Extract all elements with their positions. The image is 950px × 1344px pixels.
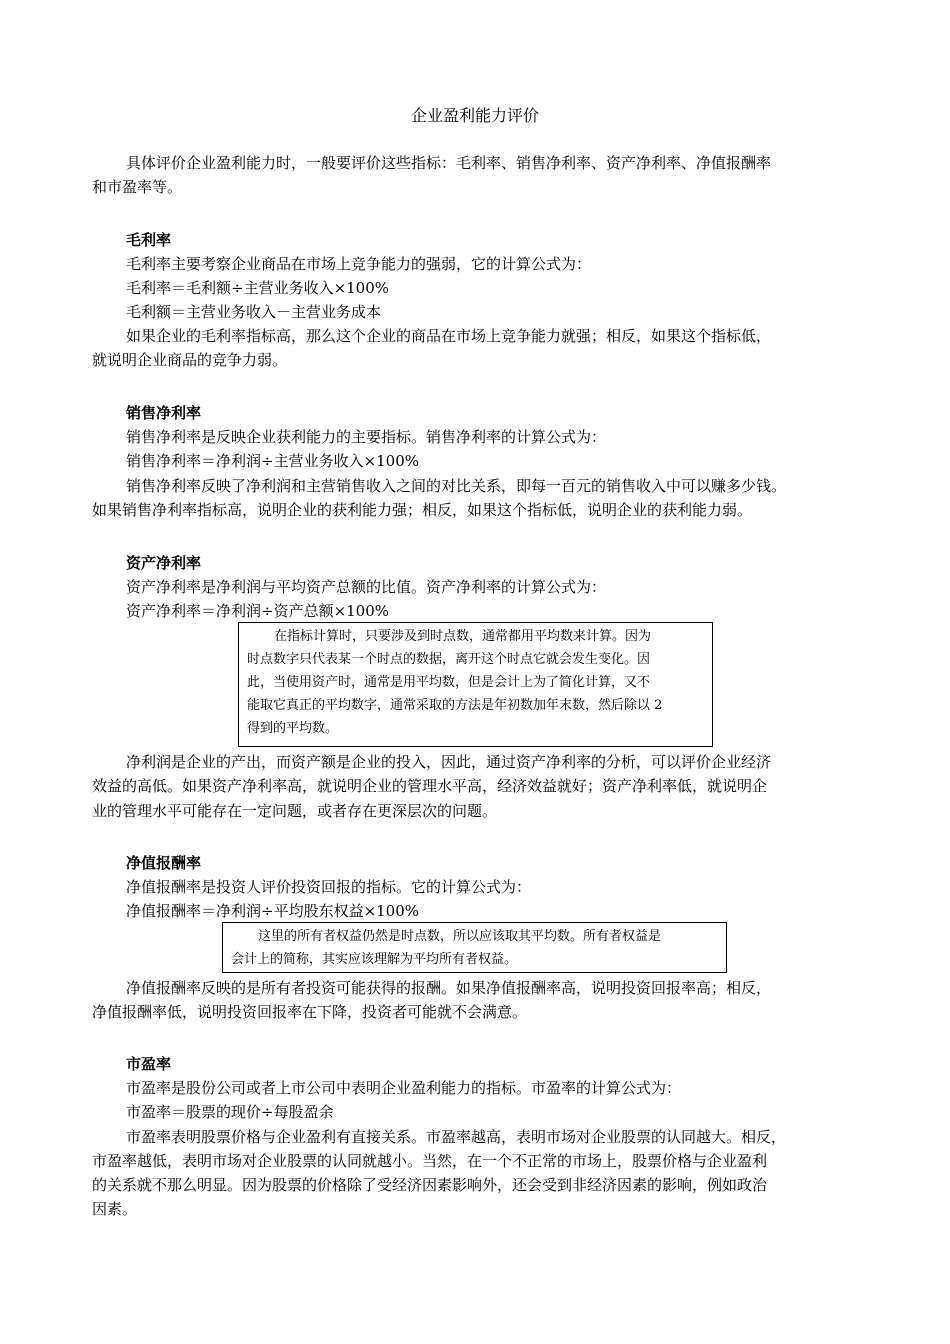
gross-margin-formula-1: 毛利率＝毛利额÷主营业务收入×100% [126,279,390,297]
section-heading-net-profit-margin: 销售净利率 [126,404,202,422]
gross-margin-para-line-1: 如果企业的毛利率指标高，那么这个企业的商品在市场上竞争能力就强；相反，如果这个指标低， [126,327,772,345]
pe-para-line-4: 因素。 [92,1200,138,1218]
section-heading-pe: 市盈率 [126,1055,172,1073]
section-heading-roe: 净值报酬率 [126,854,202,872]
roe-note-line: 会计上的简称，其实应该理解为平均所有者权益。 [231,952,518,967]
roa-note-line: 得到的平均数。 [247,721,339,736]
roa-para-line-1: 净利润是企业的产出，而资产额是企业的投入，因此，通过资产净利率的分析，可以评价企业经济 [126,753,772,771]
section-heading-gross-margin: 毛利率 [126,231,172,249]
intro-line-2: 和市盈率等。 [92,178,183,196]
net-profit-margin-formula: 销售净利率＝净利润÷主营业务收入×100% [126,452,420,470]
gross-margin-desc: 毛利率主要考察企业商品在市场上竞争能力的强弱，它的计算公式为： [126,255,592,273]
roa-para-line-2: 效益的高低。如果资产净利率高，就说明企业的管理水平高，经济效益就好；资产净利率低，就说明企 [92,777,768,795]
pe-formula: 市盈率＝股票的现价÷每股盈余 [126,1103,334,1121]
roa-note-line: 此，当使用资产时，通常是用平均数，但是会计上为了简化计算，又不 [247,675,651,690]
net-profit-margin-desc: 销售净利率是反映企业获利能力的主要指标。销售净利率的计算公式为： [126,428,607,446]
gross-margin-para-line-2: 就说明企业商品的竞争力弱。 [92,351,288,369]
roa-desc: 资产净利率是净利润与平均资产总额的比值。资产净利率的计算公式为： [126,578,607,596]
roe-desc: 净值报酬率是投资人评价投资回报的指标。它的计算公式为： [126,878,532,896]
roe-para-line-1: 净值报酬率反映的是所有者投资可能获得的报酬。如果净值报酬率高，说明投资回报率高；相反， [126,979,772,997]
roa-note-box [238,622,713,747]
section-heading-roa: 资产净利率 [126,554,202,572]
pe-para-line-1: 市盈率表明股票价格与企业盈利有直接关系。市盈率越高，表明市场对企业股票的认同越大。相反， [126,1128,787,1146]
page-title: 企业盈利能力评价 [410,106,539,125]
net-profit-margin-para-line-2: 如果销售净利率指标高，说明企业的获利能力强；相反，如果这个指标低，说明企业的获利能力弱。 [92,501,753,519]
gross-margin-formula-2: 毛利额＝主营业务收入－主营业务成本 [126,303,382,321]
pe-para-line-3: 的关系就不那么明显。因为股票的价格除了受经济因素影响外，还会受到非经济因素的影响，例如政治 [92,1176,768,1194]
roa-note-line: 时点数字只代表某一个时点的数据，离开这个时点它就会发生变化。因 [247,652,651,667]
roe-note-line: 这里的所有者权益仍然是时点数，所以应该取其平均数。所有者权益是 [258,929,662,944]
roa-para-line-3: 业的管理水平可能存在一定问题，或者存在更深层次的问题。 [92,802,498,820]
roa-formula: 资产净利率＝净利润÷资产总额×100% [126,602,390,620]
net-profit-margin-para-line-1: 销售净利率反映了净利润和主营销售收入之间的对比关系，即每一百元的销售收入中可以赚多少钱。 [126,477,787,495]
roa-note-line: 在指标计算时，只要涉及到时点数，通常都用平均数来计算。因为 [274,629,652,644]
roe-note-box [222,922,727,973]
pe-para-line-2: 市盈率越低，表明市场对企业股票的认同就越小。当然，在一个不正常的市场上，股票价格与企业盈利 [92,1152,768,1170]
roe-para-line-2: 净值报酬率低，说明投资回报率在下降，投资者可能就不会满意。 [92,1003,528,1021]
roe-formula: 净值报酬率＝净利润÷平均股东权益×100% [126,902,420,920]
pe-desc: 市盈率是股份公司或者上市公司中表明企业盈利能力的指标。市盈率的计算公式为： [126,1079,682,1097]
intro-line-1: 具体评价企业盈利能力时，一般要评价这些指标：毛利率、销售净利率、资产净利率、净值报酬率 [126,154,772,172]
roa-note-line: 能取它真正的平均数字，通常采取的方法是年初数加年末数，然后除以 2 [247,698,663,713]
